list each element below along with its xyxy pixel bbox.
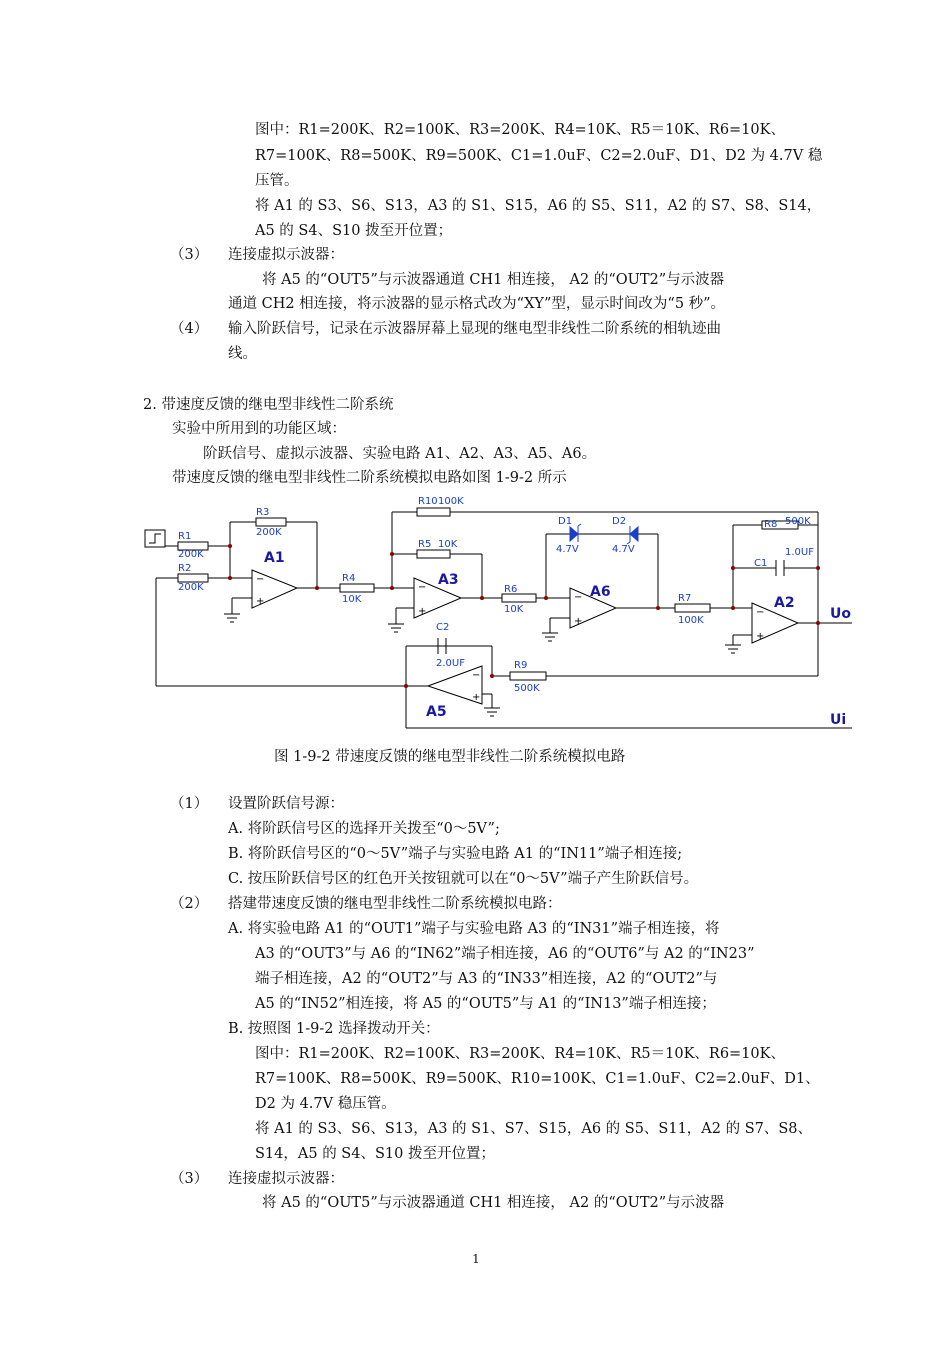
top-step4-line-1: 输入阶跃信号，记录在示波器屏幕上显现的继电型非线性二阶系统的相轨迹曲: [228, 321, 721, 337]
svg-text:+: +: [756, 631, 765, 642]
label-c1-value: 1.0UF: [785, 547, 814, 558]
label-r9-value: 500K: [514, 683, 540, 694]
label-r1-value: 200K: [178, 549, 204, 560]
svg-text:−: −: [574, 592, 583, 603]
label-r7: R7: [678, 593, 692, 604]
label-d1-value: 4.7V: [556, 544, 579, 555]
circuit-intro: 带速度反馈的继电型非线性二阶系统模拟电路如图 1-9-2 所示: [172, 470, 567, 486]
step3-title: 连接虚拟示波器：: [228, 1171, 344, 1187]
step2-b: B. 按照图 1-9-2 选择拨动开关：: [228, 1021, 440, 1037]
label-r4-value: 10K: [342, 594, 362, 605]
label-r10: R10: [418, 496, 438, 507]
step2-b-line-5: S14，A5 的 S4、S10 拨至开位置；: [255, 1146, 495, 1162]
label-r9: R9: [514, 660, 528, 671]
label-d2: D2: [612, 516, 627, 527]
svg-text:−: −: [418, 582, 427, 593]
label-r7-value: 100K: [678, 615, 704, 626]
areas-label: 实验中所用到的功能区域：: [172, 421, 346, 437]
step2-a-line-3: 端子相连接，A2 的“OUT2”与 A3 的“IN33”相连接，A2 的“OUT2”与: [255, 971, 718, 987]
label-c2: C2: [436, 622, 450, 633]
label-r2: R2: [178, 563, 192, 574]
svg-text:−: −: [256, 574, 265, 585]
label-r10-value: 100K: [438, 496, 464, 507]
label-r5-value: 10K: [438, 539, 458, 550]
svg-text:−: −: [756, 607, 765, 618]
step1-a: A. 将阶跃信号区的选择开关拨至“0～5V”;: [228, 821, 500, 837]
step2-b-line-4: 将 A1 的 S3、S6、S13，A3 的 S1、S7、S15，A6 的 S5、S11，A2 的 S7、S8、: [255, 1121, 813, 1137]
label-a5: A5: [426, 704, 447, 720]
step2-b-line-3: D2 为 4.7V 稳压管。: [255, 1096, 396, 1112]
page-number: 1: [472, 1252, 480, 1266]
step1-title: 设置阶跃信号源：: [228, 796, 344, 812]
top-line-1: 图中：R1=200K、R2=100K、R3=200K、R4=10K、R5＝10K、R6=10K、: [255, 122, 785, 138]
top-step3-line-2: 通道 CH2 相连接，将示波器的显示格式改为“XY”型，显示时间改为“5 秒”。: [228, 296, 726, 312]
svg-text:+: +: [256, 596, 265, 607]
step1-c: C. 按压阶跃信号区的红色开关按钮就可以在“0～5V”端子产生阶跃信号。: [228, 871, 699, 887]
label-r3: R3: [256, 507, 270, 518]
step2-a-line-1: A. 将实验电路 A1 的“OUT1”端子与实验电路 A3 的“IN31”端子相连接，将: [228, 921, 720, 937]
svg-text:−: −: [472, 670, 481, 681]
svg-text:+: +: [574, 616, 583, 627]
section-heading: 2. 带速度反馈的继电型非线性二阶系统: [143, 397, 394, 413]
label-c2-value: 2.0UF: [436, 658, 465, 669]
top-step4-number: （4）: [170, 321, 209, 337]
label-uo: Uo: [830, 606, 851, 622]
step2-b-line-1: 图中：R1=200K、R2=100K、R3=200K、R4=10K、R5＝10K、R6=10K、: [255, 1046, 785, 1062]
label-a1: A1: [264, 550, 285, 566]
areas-list: 阶跃信号、虚拟示波器、实验电路 A1、A2、A3、A5、A6。: [203, 446, 597, 462]
label-r6-value: 10K: [504, 604, 524, 615]
label-a3: A3: [438, 572, 459, 588]
step2-number: （2）: [170, 896, 209, 912]
label-r2-value: 200K: [178, 582, 204, 593]
label-a2: A2: [774, 595, 795, 611]
svg-text:+: +: [472, 692, 481, 703]
step1-number: （1）: [170, 796, 209, 812]
label-r1: R1: [178, 531, 192, 542]
label-r3-value: 200K: [256, 527, 282, 538]
figure-caption: 图 1-9-2 带速度反馈的继电型非线性二阶系统模拟电路: [274, 749, 626, 765]
label-r5: R5: [418, 539, 432, 550]
circuit-diagram: [142, 490, 857, 735]
step3-number: （3）: [170, 1171, 209, 1187]
label-d1: D1: [558, 516, 573, 527]
label-c1: C1: [754, 558, 768, 569]
step2-a-line-4: A5 的“IN52”相连接，将 A5 的“OUT5”与 A1 的“IN13”端子相连接；: [255, 996, 716, 1012]
top-line-2: R7=100K、R8=500K、R9=500K、C1=1.0uF、C2=2.0uF、D1、D2 为 4.7V 稳: [255, 148, 823, 164]
top-step3-line-1: 将 A5 的“OUT5”与示波器通道 CH1 相连接， A2 的“OUT2”与示波器: [262, 272, 725, 288]
top-line-5: A5 的 S4、S10 拨至开位置；: [255, 223, 453, 239]
step2-title: 搭建带速度反馈的继电型非线性二阶系统模拟电路：: [228, 896, 562, 912]
top-line-3: 压管。: [255, 173, 299, 189]
top-step4-line-2: 线。: [228, 346, 257, 362]
step3-line-1: 将 A5 的“OUT5”与示波器通道 CH1 相连接， A2 的“OUT2”与示波器: [262, 1195, 725, 1211]
step2-a-line-2: A3 的“OUT3”与 A6 的“IN62”端子相连接，A6 的“OUT6”与 A2 的“IN23”: [255, 946, 755, 962]
label-r6: R6: [504, 584, 518, 595]
step2-b-line-2: R7=100K、R8=500K、R9=500K、R10=100K、C1=1.0uF、C2=2.0uF、D1、: [255, 1071, 820, 1087]
label-d2-value: 4.7V: [612, 544, 635, 555]
label-a6: A6: [590, 584, 611, 600]
label-r4: R4: [342, 573, 356, 584]
top-step3-title: 连接虚拟示波器：: [228, 247, 344, 263]
step1-b: B. 将阶跃信号区的“0～5V”端子与实验电路 A1 的“IN11”端子相连接;: [228, 846, 683, 862]
label-ui: Ui: [830, 712, 847, 728]
top-line-4: 将 A1 的 S3、S6、S13，A3 的 S1、S15，A6 的 S5、S11，A2 的 S7、S8、S14，: [255, 198, 822, 214]
top-step3-number: （3）: [170, 247, 209, 263]
label-r8: R8: [764, 519, 778, 530]
svg-text:+: +: [418, 606, 427, 617]
label-r8-value: 500K: [785, 516, 811, 527]
